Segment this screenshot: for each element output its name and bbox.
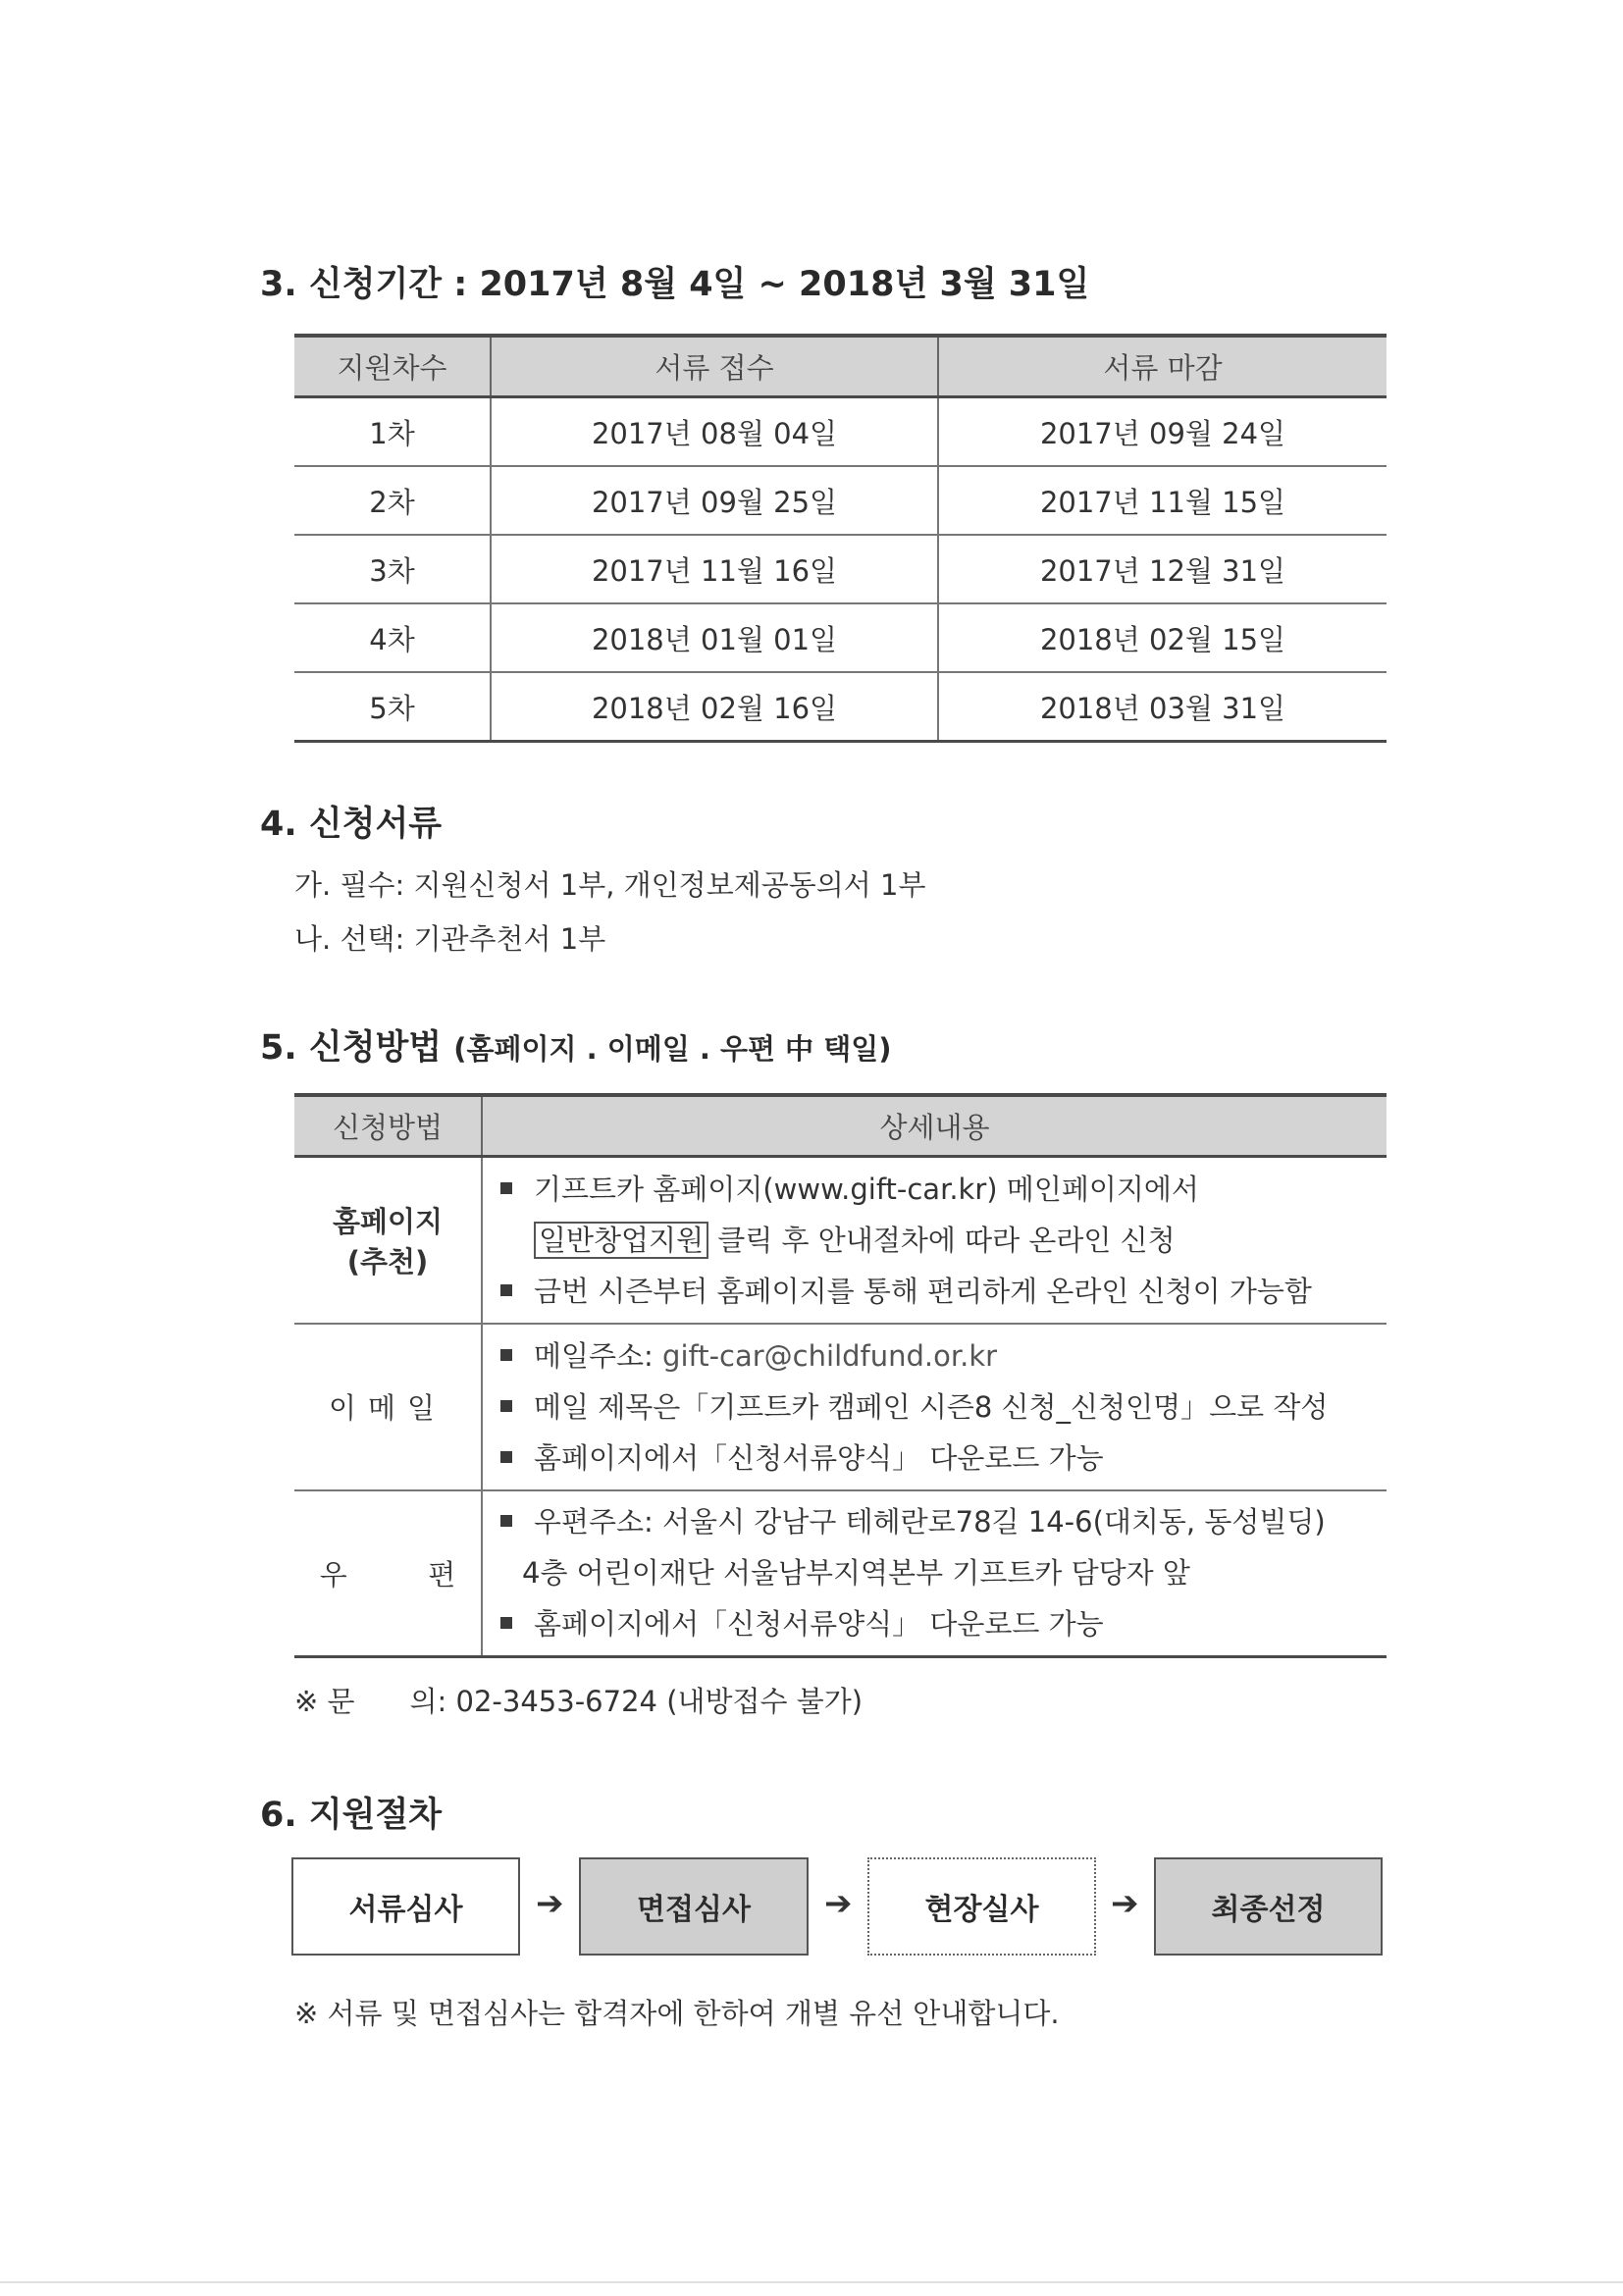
table-row [294,535,1387,603]
method-email-label: 이메일 [328,1391,447,1425]
method-homepage [294,1157,482,1324]
step-document-review: 서류심사 [291,1857,520,1956]
round-cell: 2차 [294,466,491,535]
step-final-selection: 최종선정 [1154,1857,1383,1956]
step-site-inspection: 현장실사 [867,1857,1096,1956]
post-detail-line: 4층 어린이재단 서울남부지역본부 기프트카 담당자 앞 [522,1556,1190,1591]
receipt-date-cell: 2017년 09월 25일 [491,466,938,535]
selection-note: ※ 서류 및 면접심사는 합격자에 한하여 개별 유선 안내합니다. [294,1997,1060,2030]
arrow-right-icon: ➔ [824,1884,853,1923]
deadline-date-cell: 2017년 12월 31일 [938,535,1387,603]
table-row [294,672,1387,742]
table-row [294,1157,1387,1324]
inquiry-phone: 의: 02-3453-6724 (내방접수 불가) [409,1685,864,1718]
method-homepage-label: 홈페이지 [332,1204,444,1238]
receipt-date-cell: 2017년 11월 16일 [491,535,938,603]
square-bullet-icon [500,1284,512,1296]
section-3-title: 3. 신청기간 : 2017년 8월 4일 ~ 2018년 3월 31일 [260,265,1090,304]
table-row [294,1490,1387,1657]
homepage-detail-line: 기프트카 홈페이지(www.gift-car.kr) 메인페이지에서 [534,1172,1199,1206]
column-header: 상세내용 [482,1095,1387,1157]
homepage-detail-line: 금번 시즌부터 홈페이지를 통해 편리하게 온라인 신청이 가능함 [534,1274,1312,1308]
receipt-date-cell: 2017년 08월 04일 [491,397,938,467]
arrow-right-icon: ➔ [536,1884,564,1923]
email-detail-line: 홈페이지에서「신청서류양식」 다운로드 가능 [534,1440,1104,1475]
inquiry-prefix: ※ 문 [294,1685,355,1718]
table-row [294,603,1387,672]
table-row [294,397,1387,467]
square-bullet-icon [500,1617,512,1629]
deadline-date-cell: 2018년 02월 15일 [938,603,1387,672]
required-documents: 가. 필수: 지원신청서 1부, 개인정보제공동의서 1부 [294,868,926,902]
post-detail-line: 우편주소: 서울시 강남구 테헤란로78길 14-6(대치동, 동성빌딩) [534,1505,1326,1539]
section-5-title [260,1020,892,1070]
section-5-subtitle: (홈페이지 . 이메일 . 우편 中 택일) [453,1032,892,1066]
table-header-row [294,336,1387,397]
application-method-table [294,1093,1387,1658]
arrow-right-icon: ➔ [1111,1884,1139,1923]
post-detail-line: 홈페이지에서「신청서류양식」 다운로드 가능 [534,1607,1104,1642]
method-post-label-a: 우 [319,1557,347,1592]
schedule-table [294,334,1387,743]
deadline-date-cell: 2018년 03월 31일 [938,672,1387,742]
round-cell: 5차 [294,672,491,742]
section-4-title: 4. 신청서류 [260,805,443,844]
page-bottom-edge [0,2281,1623,2283]
section-6-title: 6. 지원절차 [260,1796,443,1835]
method-post [294,1490,482,1657]
square-bullet-icon [500,1182,512,1194]
square-bullet-icon [500,1515,512,1527]
column-header: 서류 접수 [491,336,938,397]
step-interview: 면접심사 [579,1857,809,1956]
table-row [294,466,1387,535]
email-detail-line: 메일 제목은「기프트카 캠페인 시즌8 신청_신청인명」으로 작성 [534,1389,1329,1424]
method-homepage-recommended: (추천) [346,1244,429,1278]
round-cell: 3차 [294,535,491,603]
homepage-detail-line: 클릭 후 안내절차에 따라 온라인 신청 [708,1223,1176,1257]
homepage-details [482,1157,1387,1324]
email-address-label: 메일주소: [534,1338,663,1373]
square-bullet-icon [500,1400,512,1412]
receipt-date-cell: 2018년 01월 01일 [491,603,938,672]
square-bullet-icon [500,1451,512,1463]
column-header: 서류 마감 [938,336,1387,397]
deadline-date-cell: 2017년 11월 15일 [938,466,1387,535]
column-header: 지원차수 [294,336,491,397]
method-post-label-b: 편 [428,1557,456,1592]
square-bullet-icon [500,1349,512,1361]
method-email [294,1324,482,1490]
inquiry-note [294,1680,863,1720]
deadline-date-cell: 2017년 09월 24일 [938,397,1387,467]
email-details [482,1324,1387,1490]
round-cell: 1차 [294,397,491,467]
post-details [482,1490,1387,1657]
table-row [294,1324,1387,1490]
receipt-date-cell: 2018년 02월 16일 [491,672,938,742]
column-header: 신청방법 [294,1095,482,1157]
email-address: gift-car@childfund.or.kr [662,1338,998,1373]
round-cell: 4차 [294,603,491,672]
section-5-title-main: 5. 신청방법 [260,1028,443,1068]
general-startup-support-label: 일반창업지원 [534,1222,708,1259]
table-header-row [294,1095,1387,1157]
optional-documents: 나. 선택: 기관추천서 1부 [294,922,606,956]
